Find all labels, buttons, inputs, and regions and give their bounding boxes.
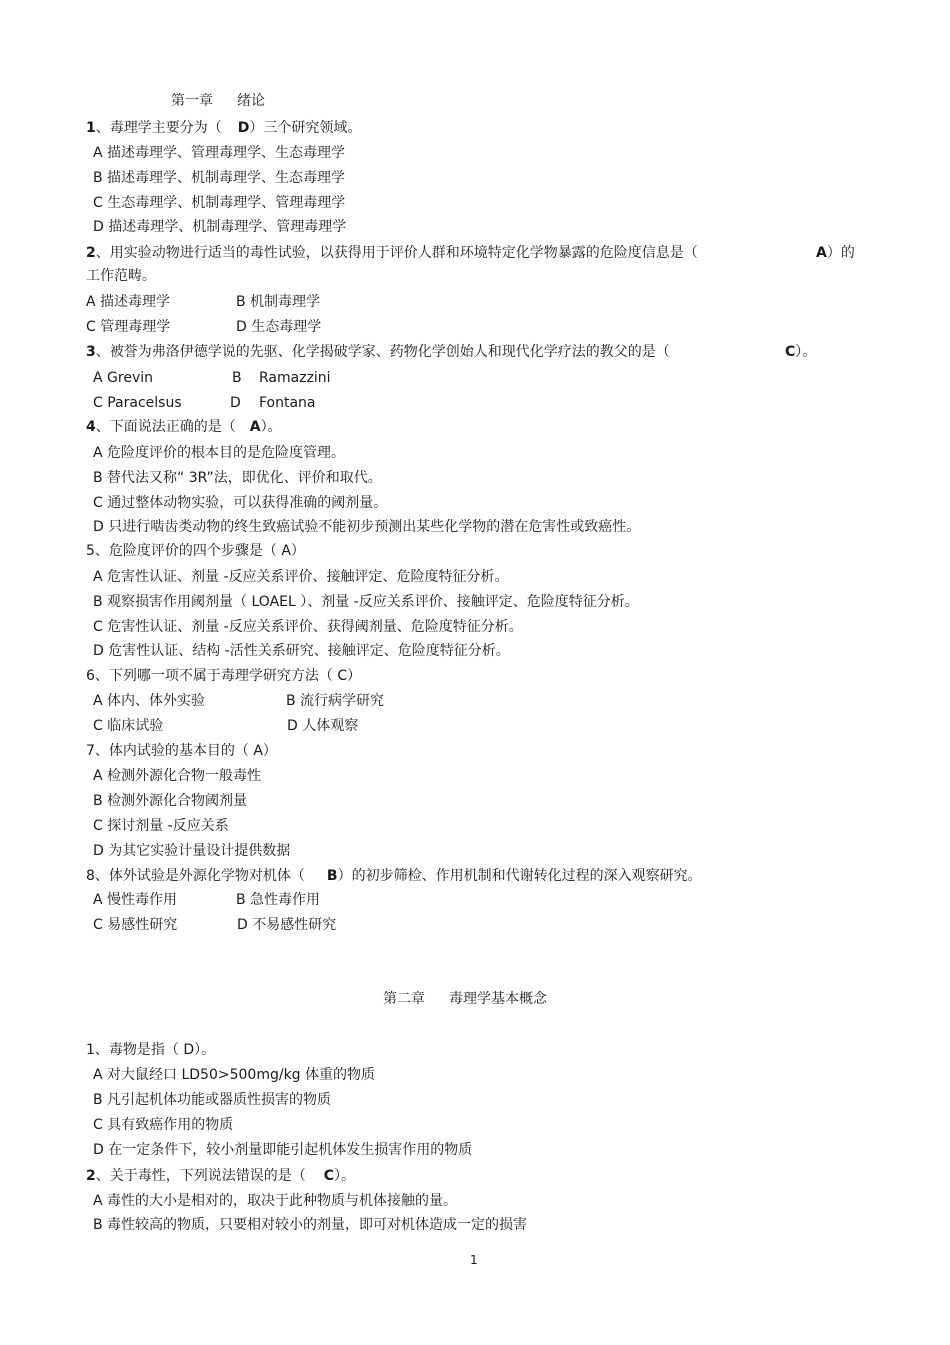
- option: A 危害性认证、剂量 -反应关系评价、接触评定、危险度特征分析。: [93, 569, 509, 585]
- question-number: 2: [86, 245, 96, 261]
- question-number: 2: [86, 1168, 96, 1184]
- option: A 危险度评价的根本目的是危险度管理。: [93, 445, 346, 461]
- option: A Grevin: [93, 370, 153, 386]
- question-number: 1: [86, 120, 96, 136]
- option: B 急性毒作用: [236, 892, 321, 908]
- option: A 体内、体外实验: [93, 693, 206, 709]
- option: Ramazzini: [259, 370, 331, 386]
- option: C 具有致癌作用的物质: [93, 1117, 234, 1133]
- chapter1-title: 第一章: [171, 93, 213, 109]
- option: D 为其它实验计量设计提供数据: [93, 843, 291, 859]
- option: Fontana: [259, 395, 316, 411]
- question-text: 、被誉为弗洛伊德学说的先驱、化学揭破学家、药物化学创始人和现代化学疗法的教父的是（: [95, 344, 670, 360]
- question-3-answer: [785, 343, 816, 361]
- option: C 管理毒理学: [86, 319, 171, 335]
- option: A 对大鼠经口 LD50>500mg/kg 体重的物质: [93, 1067, 376, 1083]
- option: C 危害性认证、剂量 -反应关系评价、获得阈剂量、危险度特征分析。: [93, 619, 523, 635]
- ch2-question-2: [86, 1167, 355, 1185]
- option: D 只进行啮齿类动物的终生致癌试验不能初步预测出某些化学物的潜在危害性或致癌性。: [93, 519, 641, 535]
- option-letter: B: [232, 370, 242, 386]
- question-text: 、下面说法正确的是（: [95, 419, 236, 435]
- option: B 替代法又称“ 3R”法，即优化、评价和取代。: [93, 470, 382, 486]
- option: B 凡引起机体功能或器质性损害的物质: [93, 1092, 332, 1108]
- question-text: 、用实验动物进行适当的毒性试验，以获得用于评价人群和环境特定化学物暴露的危险度信息是（: [95, 245, 698, 261]
- option: D 危害性认证、结构 -活性关系研究、接触评定、危险度特征分析。: [93, 643, 510, 659]
- option: B 毒性较高的物质，只要相对较小的剂量，即可对机体造成一定的损害: [93, 1217, 528, 1233]
- option: D 人体观察: [287, 718, 359, 734]
- option: C Paracelsus: [93, 395, 182, 411]
- option: C 通过整体动物实验，可以获得准确的阈剂量。: [93, 495, 388, 511]
- question-8: [86, 867, 702, 885]
- question-1: [86, 119, 361, 137]
- option: B 机制毒理学: [236, 294, 321, 310]
- option: A 慢性毒作用: [93, 892, 178, 908]
- option: C 探讨剂量 -反应关系: [93, 818, 229, 834]
- question-2: [86, 244, 698, 262]
- option: B 检测外源化合物阈剂量: [93, 793, 248, 809]
- question-number: 3: [86, 344, 96, 360]
- answer: C: [323, 1168, 335, 1184]
- option: A 描述毒理学: [86, 294, 171, 310]
- question-number: 4: [86, 419, 96, 435]
- question-text-end: ）。: [334, 1168, 356, 1184]
- question-text-end: ）的初步筛检、作用机制和代谢转化过程的深入观察研究。: [337, 868, 702, 884]
- option: B 流行病学研究: [286, 693, 385, 709]
- chapter1-heading: [171, 92, 265, 110]
- question-text-end: ）。: [260, 419, 282, 435]
- question-text: 8、体外试验是外源化学物对机体（: [86, 868, 305, 884]
- question-text-end: ）三个研究领域。: [249, 120, 362, 136]
- question-text: 、毒理学主要分为（: [95, 120, 222, 136]
- question-3: [86, 343, 670, 361]
- option: B 描述毒理学、机制毒理学、生态毒理学: [93, 170, 346, 186]
- option: D 不易感性研究: [237, 917, 337, 933]
- question-text-end: ）的: [826, 245, 855, 261]
- option: A 毒性的大小是相对的，取决于此种物质与机体接触的量。: [93, 1193, 458, 1209]
- option: B 观察损害作用阈剂量（ LOAEL ）、剂量 -反应关系评价、接触评定、危险度特征分析。: [93, 594, 639, 610]
- question-7: 7、体内试验的基本目的（ A）: [86, 743, 277, 759]
- question-5: 5、危险度评价的四个步骤是（ A）: [86, 543, 305, 559]
- option-letter: D: [230, 395, 241, 411]
- chapter2-heading: [383, 990, 547, 1008]
- answer: C: [785, 344, 796, 360]
- option: A 检测外源化合物一般毒性: [93, 768, 262, 784]
- option: A 描述毒理学、管理毒理学、生态毒理学: [93, 145, 346, 161]
- question-6: 6、下列哪一项不属于毒理学研究方法（ C）: [86, 668, 362, 684]
- question-2-answer: [816, 244, 855, 262]
- option: C 临床试验: [93, 718, 164, 734]
- ch2-question-1: 1、毒物是指（ D）。: [86, 1042, 216, 1058]
- answer: D: [237, 120, 250, 136]
- answer: A: [249, 419, 261, 435]
- chapter1-topic: 绪论: [237, 93, 265, 109]
- page-number: 1: [470, 1253, 478, 1267]
- option: D 在一定条件下，较小剂量即能引起机体发生损害作用的物质: [93, 1142, 473, 1158]
- answer: B: [326, 868, 338, 884]
- option: D 描述毒理学、机制毒理学、管理毒理学: [93, 219, 347, 235]
- question-text-end: ）。: [795, 344, 817, 360]
- question-2-cont: 工作范畴。: [86, 268, 156, 284]
- option: C 易感性研究: [93, 917, 178, 933]
- option: D 生态毒理学: [236, 319, 322, 335]
- answer: A: [816, 245, 827, 261]
- chapter2-title: 第二章: [383, 991, 425, 1007]
- question-text: 、关于毒性，下列说法错误的是（: [95, 1168, 306, 1184]
- option: C 生态毒理学、机制毒理学、管理毒理学: [93, 195, 346, 211]
- question-4: [86, 418, 282, 436]
- chapter2-topic: 毒理学基本概念: [449, 991, 547, 1007]
